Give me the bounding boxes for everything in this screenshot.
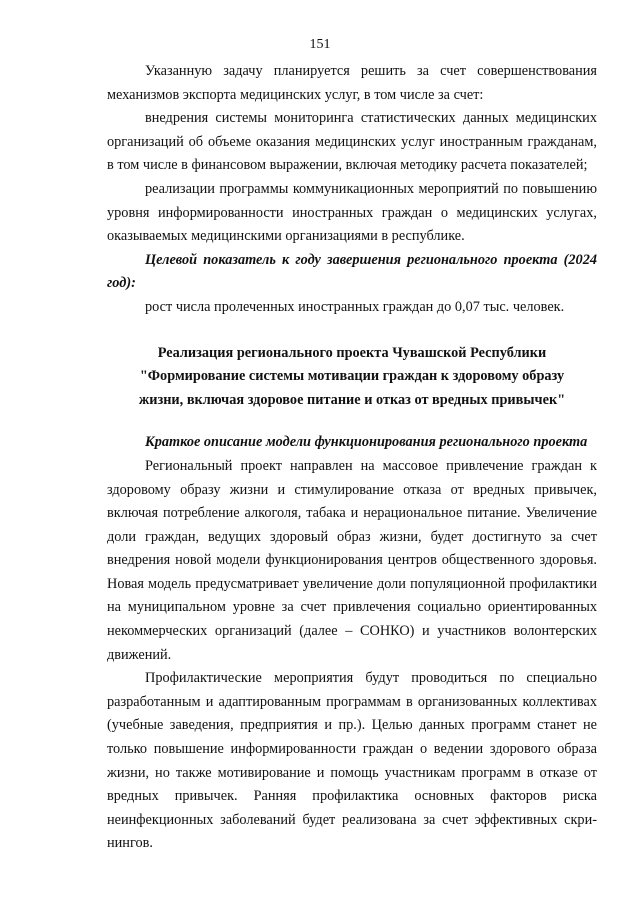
target-indicator-heading: Целевой показатель к году завершения регионального проекта (2024 год):: [107, 251, 597, 292]
target-indicator-text: рост числа пролеченных иностранных граждан до 0,07 тыс. человек.: [145, 298, 565, 315]
page-number: 151: [309, 37, 331, 52]
section-heading: [107, 342, 597, 413]
model-description-heading: Краткое описание модели функционирования регионального проекта: [145, 434, 588, 451]
paragraph-monitoring: внедрения системы мониторинга статистических данных медицинских организаций об объеме оказания медицинских услуг иностранным гражданам, в том числе в финансовом выражении, включая методику расчета показателей;: [107, 110, 597, 174]
paragraph-project-direction: Региональный проект направлен на массовое привлечение граждан к здоровому образу жизни и стимулирование отказа от вредных привычек, включая потребление алкоголя, табака и нерациональное питание. Увеличение доли граждан, ведущих здоровый образ жизни, будет достигнуто за счет внедрения новой модели функционирования центров общественного здоровья. Новая модель предусматривает увеличение доли популяционной профилактики на муниципальном уровне за счет привлечения социально ориентированных некоммерческих организаций (далее – СОНКО) и участников волонтерских движений.: [107, 457, 597, 663]
paragraph-export-intro: Указанную задачу планируется решить за счет совершенствования механизмов экспорта медицинских услуг, в том числе за счет:: [107, 63, 597, 103]
paragraph-communication: реализации программы коммуникационных мероприятий по повышению уровня информированности иностранных граждан о медицинских услугах, оказываемых медицинскими организациями в республике.: [107, 180, 597, 245]
page-content: [107, 60, 597, 856]
section-heading-line-2: "Формирование системы мотивации граждан к здоровому образу: [139, 368, 565, 385]
paragraph-prevention-programs: Профилактические мероприятия будут проводиться по специально разработанным и адаптированным программам в организованных коллективах (учебные заведения, предприятия и пр.). Целью данных программ станет не только повышение информированности граждан о ведении здорового образа жизни, но также мотивирование и помощь участникам программ в отказе от вредных привычек. Ранняя профилактика основных факторов риска неинфекционных заболеваний будет реализована за счет эффективных скринингов.: [107, 670, 597, 852]
section-heading-line-3: жизни, включая здоровое питание и отказ от вредных привычек": [138, 391, 566, 408]
section-heading-line-1: Реализация регионального проекта Чувашской Республики: [157, 344, 547, 361]
